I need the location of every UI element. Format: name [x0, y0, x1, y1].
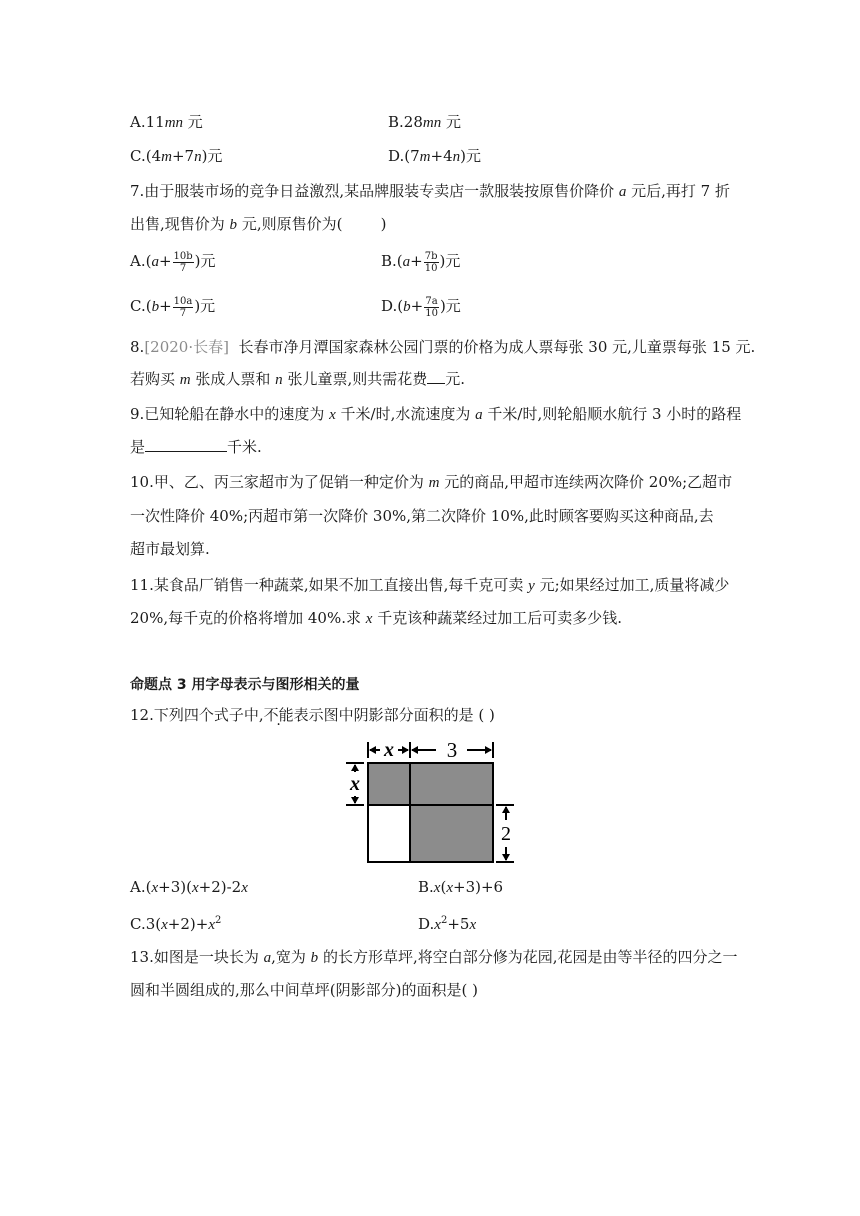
dim-label-right-2: 2: [501, 823, 511, 845]
q6-option-b: B.28mn 元: [388, 113, 462, 131]
q8-source-tag: [2020·长春]: [144, 338, 229, 356]
q7-option-b: B.(a+ $\frac{7b}{10}$ )元: [381, 250, 461, 274]
q12-emphasis: 不能: [263, 706, 294, 724]
q7-stem-line2: 出售,现售价为 b 元,则原售价为( ): [130, 215, 387, 233]
q12-option-c: $C.3(x+2)+x^2$: [130, 915, 222, 933]
q7-option-c: C.(b+ $\frac{10a}{7}$ )元: [130, 295, 216, 319]
q8-line1: 8.[2020·长春] 长春市净月潭国家森林公园门票的价格为成人票每张 30 元,儿童票每张 15 元.: [130, 338, 756, 356]
q12-option-a: A.(x+3)(x+2)-2x: [130, 878, 248, 896]
q8-answer-blank[interactable]: [427, 369, 445, 384]
q10-line3: 超市最划算.: [130, 540, 210, 558]
q10-line2: 一次性降价 40%;丙超市第一次降价 30%,第二次降价 10%,此时顾客要购买这种商品,去: [130, 507, 714, 525]
q12-figure: [340, 736, 520, 868]
q8-line2: 若购买 m 张成人票和 n 张儿童票,则共需花费 元.: [130, 370, 465, 388]
q10-line1: 10.甲、乙、丙三家超市为了促销一种定价为 m 元的商品,甲超市连续两次降价 20%;乙超市: [130, 473, 733, 491]
q13-line1: 13.如图是一块长为 a,宽为 b 的长方形草坪,将空白部分修为花园,花园是由等半径的四分之一: [130, 948, 738, 966]
q6-option-a: A.11mn 元: [130, 113, 203, 131]
dim-label-left-x: x: [350, 773, 360, 795]
q12-option-b: B.x(x+3)+6: [418, 878, 504, 896]
q9-line1: 9.已知轮船在静水中的速度为 x 千米/时,水流速度为 a 千米/时,则轮船顺水航行 3 小时的路程: [130, 405, 742, 423]
dim-label-top-3: 3: [446, 738, 458, 762]
q6-option-c: C.(4m+7n)元: [130, 147, 223, 165]
shaded-top-left: [368, 763, 410, 805]
section-heading: 命题点 3 用字母表示与图形相关的量: [130, 677, 360, 693]
q9-line2: 是 千米.: [130, 438, 262, 456]
shaded-top-right: [410, 763, 493, 805]
q13-line2: 圆和半圆组成的,那么中间草坪(阴影部分)的面积是( ): [130, 981, 478, 999]
unshaded-bottom-left: [368, 805, 410, 862]
q7-option-a: A.(a+ $\frac{10b}{7}$ )元: [130, 250, 216, 274]
q12-option-d: $D.x^2+5x$: [418, 915, 477, 933]
q7-option-d: D.(b+ $\frac{7a}{10}$ )元: [381, 295, 461, 319]
q12-stem: 12.下列四个式子中,不能表示图中阴影部分面积的是 ( ): [130, 706, 495, 724]
q9-answer-blank[interactable]: [145, 437, 227, 452]
q11-line2: 20%,每千克的价格将增加 40%.求 x 千克该种蔬菜经过加工后可卖多少钱.: [130, 609, 622, 627]
q6-option-d: D.(7m+4n)元: [388, 147, 481, 165]
dim-label-top-x: x: [384, 739, 394, 761]
q7-stem-line1: 7.由于服装市场的竞争日益激烈,某品牌服装专卖店一款服装按原售价降价 a 元后,再打 7 折: [130, 182, 730, 200]
shaded-bottom-right: [410, 805, 493, 862]
q11-line1: 11.某食品厂销售一种蔬菜,如果不加工直接出售,每千克可卖 y 元;如果经过加工,质量将减少: [130, 576, 730, 594]
